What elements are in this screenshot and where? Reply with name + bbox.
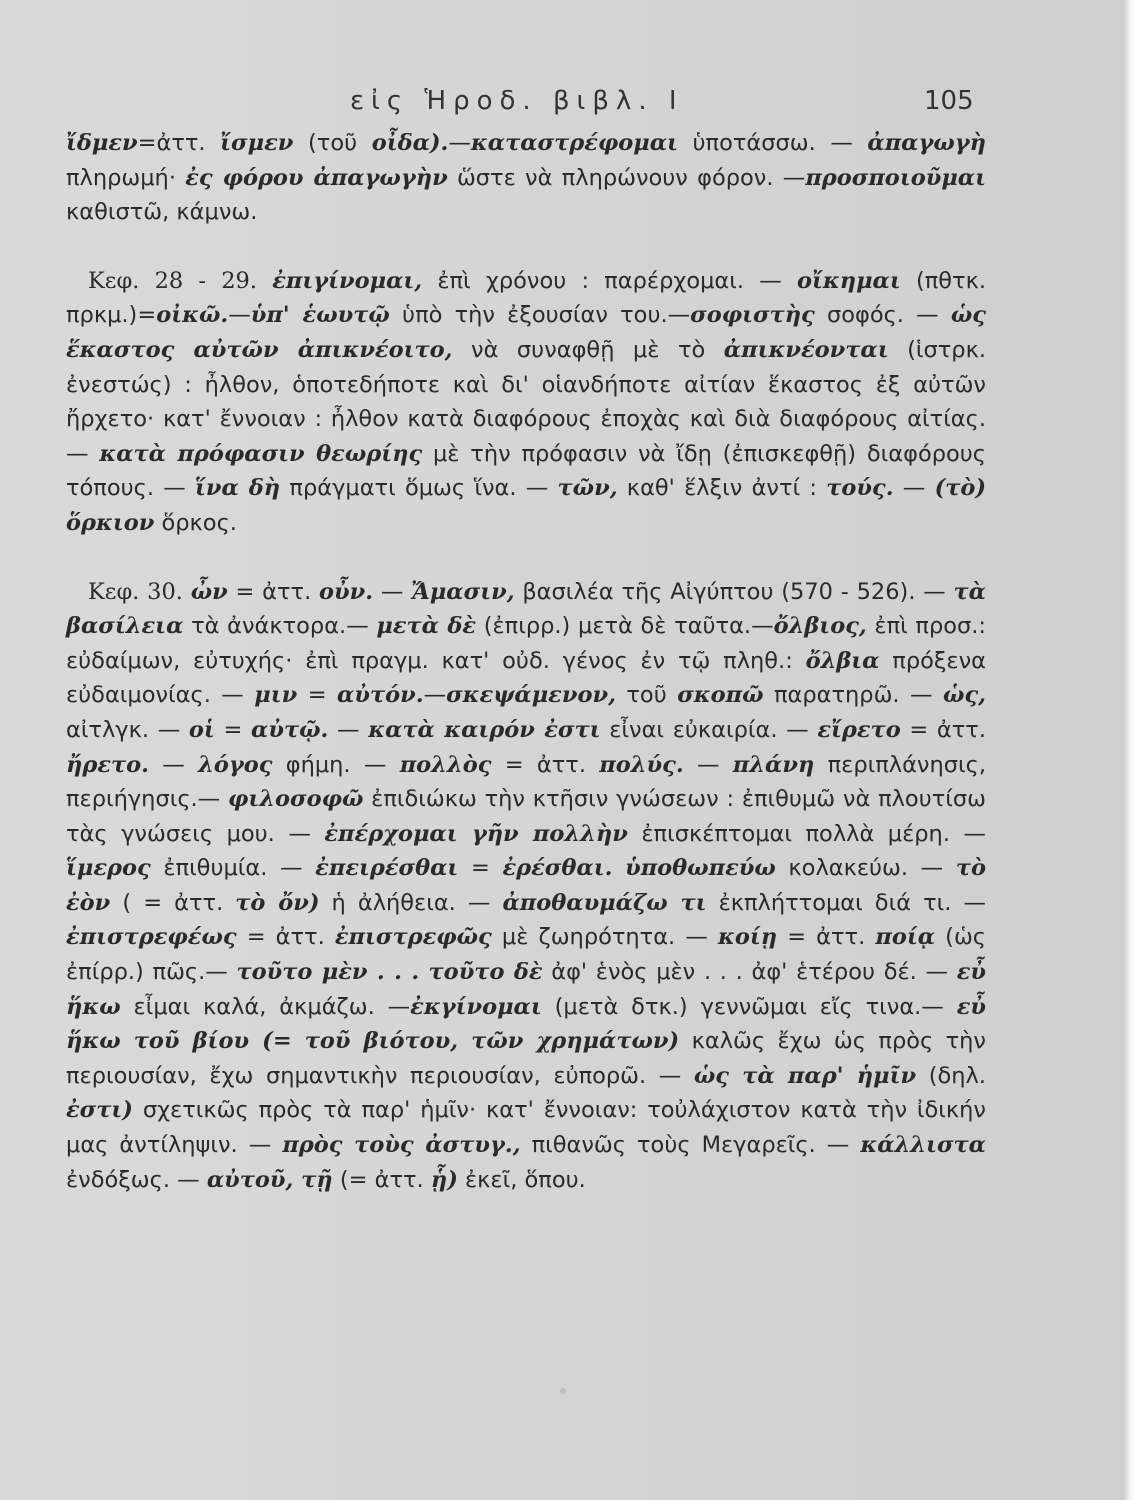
lemma-term: ἐρέσθαι.: [502, 855, 613, 882]
gloss-text: = ἀττ.: [777, 924, 876, 951]
gloss-text: ( = ἀττ.: [110, 889, 236, 916]
gloss-text: μὲ τὴν πρόφασιν νὰ ἴδῃ (ἐπισκεφθῇ) διαφόρους τόπους. —: [66, 440, 986, 502]
gloss-text: σχετικῶς πρὸς τὰ παρ' ἡμῖν· κατ' ἔννοιαν: τοὐλάχιστον κατὰ τὴν ἰδικήν μας ἀντίληψιν. —: [66, 1097, 986, 1159]
gloss-text: εἶναι εὐκαιρία. —: [600, 716, 818, 743]
lemma-term: καταστρέφομαι: [470, 130, 678, 156]
lemma-term: φιλοσοφῶ: [227, 786, 364, 813]
lemma-term: αὐτόν.: [337, 682, 424, 709]
gloss-text: —: [328, 716, 369, 743]
page-number: 105: [924, 86, 974, 116]
gloss-text: =: [458, 855, 503, 882]
gloss-text: αἰτλγκ. —: [66, 716, 189, 743]
gloss-text: =ἀττ.: [137, 130, 221, 156]
running-title: εἰς Ἡροδ. βιβλ. Ι: [350, 86, 684, 116]
gloss-text: (δηλ.: [916, 1062, 986, 1089]
lemma-term: ὦν: [190, 578, 228, 605]
gloss-text: τὰ ἀνάκτορα.—: [183, 613, 377, 640]
lemma-term: ἐπειρέσθαι: [315, 855, 459, 882]
lemma-term: λόγος: [198, 751, 273, 778]
gloss-text: ἐπιθυμία. —: [150, 855, 316, 882]
gloss-text: ἡ ἀλήθεια. —: [319, 889, 503, 916]
lemma-term: ἐς φόρου ἀπαγωγὴν: [185, 164, 448, 191]
lemma-term: πολλὸς: [399, 751, 492, 778]
lemma-term: προσποιοῦμαι: [805, 164, 986, 191]
gloss-text: πληρωμή·: [66, 164, 186, 191]
lemma-term: ἐστι): [66, 1097, 133, 1124]
lemma-term: εὖ ἥκω: [66, 959, 986, 1020]
lemma-term: οἱ: [188, 716, 215, 743]
gloss-text: =: [214, 716, 252, 743]
lemma-term: οὖν.: [319, 578, 374, 605]
gloss-text: ἐκεῖ, ὅπου.: [457, 1166, 586, 1193]
gloss-text: ἐπισκέπτομαι πολλὰ μέρη. —: [627, 820, 986, 847]
lemma-term: ἐπιστρεφέως: [66, 924, 237, 951]
lemma-term: ἀπικνέονται: [723, 336, 889, 363]
chapter-heading: Κεφ. 28 - 29.: [88, 267, 273, 294]
gloss-text: ἐπὶ χρόνου : παρέρχομαι. —: [422, 267, 797, 294]
lemma-term: ἀπαγωγὴ: [867, 130, 986, 156]
lemma-term: σκεψάμενον,: [446, 682, 616, 709]
gloss-text: (μετὰ δτκ.) γεννῶμαι εἴς τινα.—: [541, 993, 957, 1020]
lemma-term: οἰκῶ.: [156, 302, 229, 329]
lemma-term: ἤρετο.: [66, 751, 149, 778]
gloss-text: καθ' ἕλξιν ἀντί :: [617, 475, 827, 502]
gloss-text: = ἀττ.: [236, 924, 335, 951]
gloss-text: σοφός. —: [814, 302, 951, 329]
gloss-text: = ἀττ.: [900, 716, 986, 743]
lemma-term: αὐτῷ.: [251, 716, 329, 743]
gloss-text: —: [228, 302, 251, 329]
gloss-text: (τοῦ: [293, 130, 372, 156]
gloss-text: = ἀττ.: [227, 578, 319, 605]
lemma-term: πλάνη: [732, 751, 815, 778]
lemma-term: κάλλιστα: [860, 1132, 986, 1159]
lemma-term: ὡς τὰ παρ' ἡμῖν: [693, 1062, 917, 1089]
lemma-term: τὰ βασίλεια: [66, 578, 986, 640]
lemma-term: σοφιστὴς: [690, 302, 815, 329]
lemma-term: ὑπ' ἑωυτῷ: [250, 302, 390, 329]
lemma-term: (τὸ) ὅρκιον: [66, 475, 987, 536]
gloss-text: τοῦ: [615, 682, 678, 709]
lemma-term: ἴσμεν: [220, 130, 294, 156]
gloss-text: πράγματι ὅμως ἵνα. —: [280, 475, 558, 502]
paragraph-chapter-28-29: [66, 264, 986, 541]
gloss-text: —: [683, 751, 733, 778]
lemma-term: τοῦτο μὲν . . . τοῦτο δὲ: [236, 959, 543, 986]
gloss-text: ἀφ' ἑνὸς μὲν . . . ἀφ' ἑτέρου δέ. —: [542, 959, 957, 986]
gloss-text: = ἀττ.: [491, 751, 600, 778]
gloss-text: πιθανῶς τοὺς Μεγαρεῖς. —: [520, 1132, 861, 1159]
gloss-text: ἐνδόξως. —: [66, 1166, 207, 1193]
lemma-term: μετὰ δὲ: [376, 613, 477, 640]
gloss-text: —: [373, 578, 412, 605]
gloss-text: παρατηρῶ. —: [763, 682, 944, 709]
gloss-text: —: [448, 130, 471, 156]
lemma-term: τὸ ἐὸν: [66, 855, 986, 916]
lemma-term: ἵμερος: [66, 855, 151, 882]
gloss-text: φήμη. —: [272, 751, 400, 778]
gloss-text: ὑποτάσσω. —: [677, 130, 868, 156]
lemma-term: κοίῃ: [717, 924, 778, 951]
lemma-term: σκοπῶ: [677, 682, 764, 709]
lemma-term: ὡς,: [943, 682, 986, 709]
lemma-term: ποίᾳ: [875, 924, 936, 951]
lemma-term: Ἄμασιν,: [411, 578, 515, 605]
gloss-text: νὰ συναφθῇ μὲ τὸ: [452, 336, 724, 363]
gloss-text: [612, 855, 625, 881]
gloss-text: βασιλέα τῆς Αἰγύπτου (570 - 526). —: [514, 578, 954, 605]
gloss-text: (ὡς ἐπίρρ.) πῶς.—: [66, 924, 987, 986]
lemma-term: ὄλβιος,: [773, 613, 867, 640]
lemma-term: ἀποθαυμάζω τι: [502, 889, 707, 916]
page-edge: [1122, 0, 1136, 1500]
lemma-term: κατὰ καιρόν ἐστι: [368, 716, 601, 743]
gloss-text: ὅρκος.: [154, 509, 237, 536]
gloss-text: ἐκπλήττομαι διά τι. —: [706, 889, 986, 916]
lemma-term: εἴρετο: [817, 716, 901, 743]
gloss-text: —: [423, 682, 447, 709]
gloss-text: πρόξενα εὐδαιμονίας. —: [66, 647, 986, 709]
gloss-text: μὲ ζωηρότητα. —: [491, 924, 718, 951]
gloss-text: ἐπὶ προσ.: εὐδαίμων, εὐτυχής· ἐπὶ πραγμ. κατ' οὐδ. γένος ἐν τῷ πληθ.:: [66, 613, 987, 674]
lemma-term: πολύς.: [599, 751, 684, 778]
lemma-term: ἵνα δὴ: [195, 475, 281, 502]
gloss-text: (= ἀττ.: [332, 1166, 431, 1193]
gloss-text: ἐπιδιώκω τὴν κτῆσιν γνώσεων : ἐπιθυμῶ νὰ πλουτίσω τὰς γνώσεις μου. —: [66, 786, 986, 847]
lemma-term: οἶδα).: [371, 130, 449, 156]
lemma-term: ἴδμεν: [66, 130, 138, 156]
gloss-text: (ἐπιρρ.) μετὰ δὲ ταῦτα.—: [476, 613, 774, 640]
lemma-term: ἐπιστρεφῶς: [334, 924, 492, 951]
gloss-text: ὑπὸ τὴν ἐξουσίαν του.—: [389, 302, 691, 329]
gloss-text: (ἱστρκ. ἐνεστώς) : ἦλθον, ὁποτεδήποτε καὶ δι' οἱανδήποτε αἰτίαν ἕκαστος ἐξ αὐτῶν ἤρχετο· κατ' ἔννοιαν : ἦλθον κατὰ διαφόρους ἐποχὰς καὶ διὰ διαφόρους αἰτίας. —: [66, 336, 986, 467]
lemma-term: κατὰ πρόφασιν θεωρίης: [99, 440, 423, 467]
lemma-term: τὸ ὄν): [235, 889, 320, 916]
gloss-text: —: [893, 475, 935, 502]
gloss-text: κολακεύω. —: [775, 855, 956, 882]
lemma-term: τούς.: [826, 475, 894, 502]
lemma-term: αὐτοῦ, τῇ: [206, 1166, 333, 1193]
gloss-text: καθιστῶ, κάμνω.: [66, 199, 258, 226]
gloss-text: περιπλάνησις, περιήγησις.—: [66, 751, 986, 813]
gloss-text: καλῶς ἔχω ὡς πρὸς τὴν περιουσίαν, ἔχω σημαντικὴν περιουσίαν, εὐπορῶ. —: [66, 1028, 986, 1089]
lemma-term: πρὸς τοὺς ἀστυγ.,: [282, 1132, 521, 1159]
gloss-text: —: [148, 751, 199, 778]
lemma-term: ἐπέρχομαι γῆν πολλὴν: [324, 820, 628, 847]
gloss-text: =: [297, 682, 338, 709]
lemma-term: ὡς ἕκαστος αὐτῶν ἀπικνέοιτο,: [66, 302, 986, 363]
chapter-heading: Κεφ. 30.: [88, 578, 191, 605]
lemma-term: ἐκγίνομαι: [410, 993, 542, 1020]
gloss-text: εἶμαι καλά, ἀκμάζω. —: [120, 993, 411, 1020]
lemma-term: τῶν,: [557, 475, 618, 502]
lemma-term: μιν: [254, 682, 298, 709]
commentary-body: [66, 126, 986, 1197]
paragraph-intro: [66, 126, 986, 230]
lemma-term: ὄλβια: [805, 647, 880, 674]
lemma-term: ὑποθωπεύω: [625, 855, 776, 882]
lemma-term: ἐπιγίνομαι,: [272, 267, 423, 294]
paragraph-chapter-30: [66, 575, 986, 1198]
lemma-term: οἴκημαι: [796, 267, 901, 294]
paper-speck: [560, 1388, 566, 1394]
lemma-term: ᾗ): [430, 1166, 458, 1193]
gloss-text: (πθτκ. πρκμ.)=: [66, 267, 987, 329]
gloss-text: ὥστε νὰ πληρώνουν φόρον. —: [447, 164, 806, 191]
lemma-term: εὖ ἥκω τοῦ βίου (= τοῦ βιότου, τῶν χρημάτων): [66, 993, 986, 1055]
